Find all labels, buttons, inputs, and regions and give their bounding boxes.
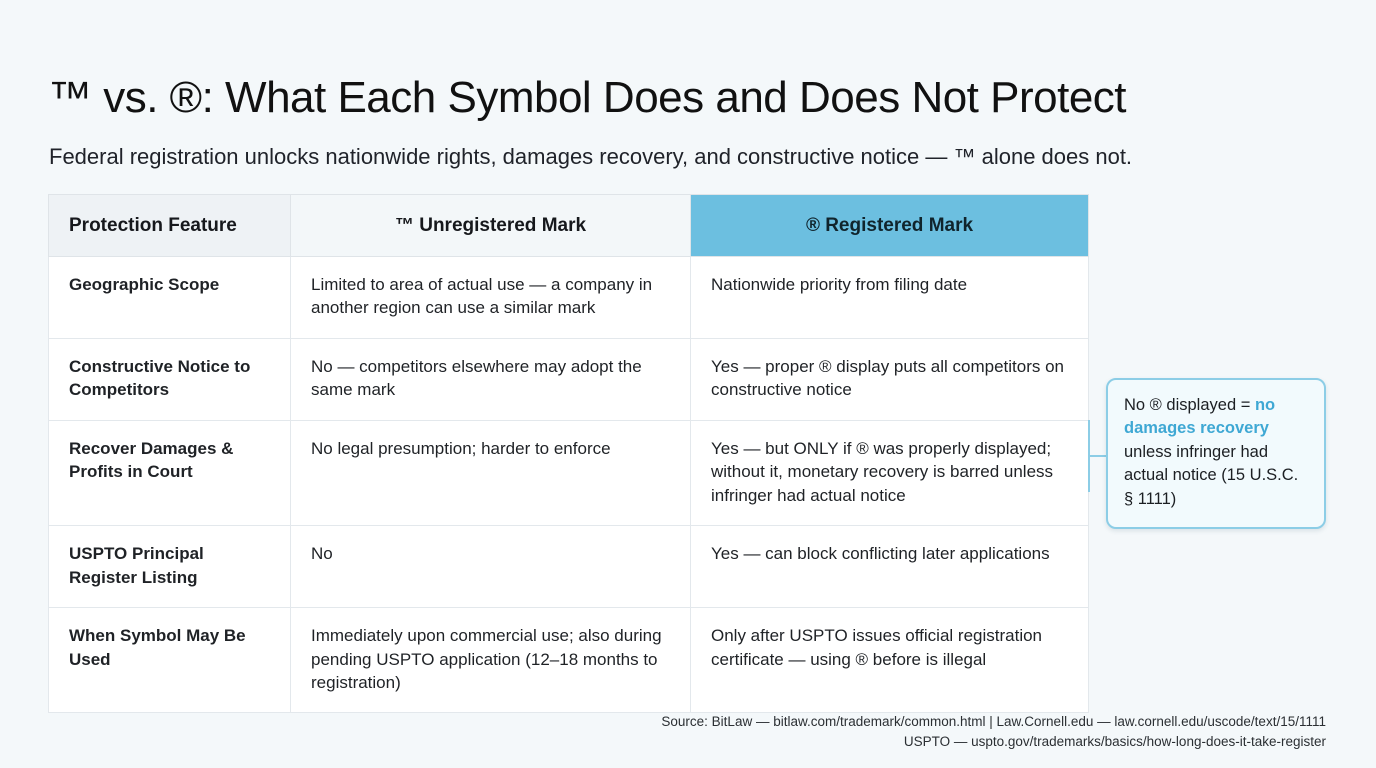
table-body — [49, 257, 1089, 713]
comparison-table — [48, 194, 1089, 713]
row-registered-value: Yes — but ONLY if ® was properly displayed; without it, monetary recovery is barred unless infringer had actual notice — [691, 420, 1089, 525]
row-registered-value: Only after USPTO issues official registration certificate — using ® before is illegal — [691, 608, 1089, 713]
row-unregistered-value: Immediately upon commercial use; also during pending USPTO application (12–18 months to registration) — [291, 608, 691, 713]
row-unregistered-value: No legal presumption; harder to enforce — [291, 420, 691, 525]
callout-highlight-text: no damages recovery — [1124, 396, 1276, 438]
row-unregistered-value: No — competitors elsewhere may adopt the same mark — [291, 338, 691, 420]
page-title: ™ vs. ®: What Each Symbol Does and Does Not Protect — [48, 73, 1127, 123]
source-line-1: Source: BitLaw — bitlaw.com/trademark/common.html | Law.Cornell.edu — law.cornell.edu/uscode/text/15/1111 — [661, 714, 1326, 729]
row-feature-label: Geographic Scope — [49, 257, 291, 339]
table-row — [49, 526, 1089, 608]
row-registered-value: Nationwide priority from filing date — [691, 257, 1089, 339]
row-feature-label: Recover Damages & Profits in Court — [49, 420, 291, 525]
table-row — [49, 257, 1089, 339]
callout-box — [1106, 378, 1326, 529]
table-header-row — [49, 195, 1089, 257]
row-feature-label: When Symbol May Be Used — [49, 608, 291, 713]
callout-lead-text: No ® displayed = — [1124, 396, 1255, 414]
source-citation — [661, 712, 1326, 753]
row-unregistered-value: Limited to area of actual use — a company in another region can use a similar mark — [291, 257, 691, 339]
row-feature-label: Constructive Notice to Competitors — [49, 338, 291, 420]
column-header-registered: ® Registered Mark — [691, 195, 1089, 257]
row-unregistered-value: No — [291, 526, 691, 608]
column-header-feature: Protection Feature — [49, 195, 291, 257]
callout-tail-text: unless infringer had actual notice (15 U.S.C. § 1111) — [1124, 442, 1299, 508]
row-registered-value: Yes — can block conflicting later applications — [691, 526, 1089, 608]
source-line-2: USPTO — uspto.gov/trademarks/basics/how-long-does-it-take-register — [903, 734, 1326, 750]
table-row — [49, 608, 1089, 713]
column-header-unregistered: ™ Unregistered Mark — [291, 195, 691, 257]
row-feature-label: USPTO Principal Register Listing — [49, 526, 291, 608]
callout-connector — [1088, 455, 1106, 457]
row-registered-value: Yes — proper ® display puts all competitors on constructive notice — [691, 338, 1089, 420]
table-row — [49, 420, 1089, 525]
comparison-table-wrapper — [48, 194, 1088, 713]
page-subtitle: Federal registration unlocks nationwide rights, damages recovery, and constructive notice — ™ alone does not. — [49, 144, 1133, 169]
table-row — [49, 338, 1089, 420]
table-header — [49, 195, 1089, 257]
